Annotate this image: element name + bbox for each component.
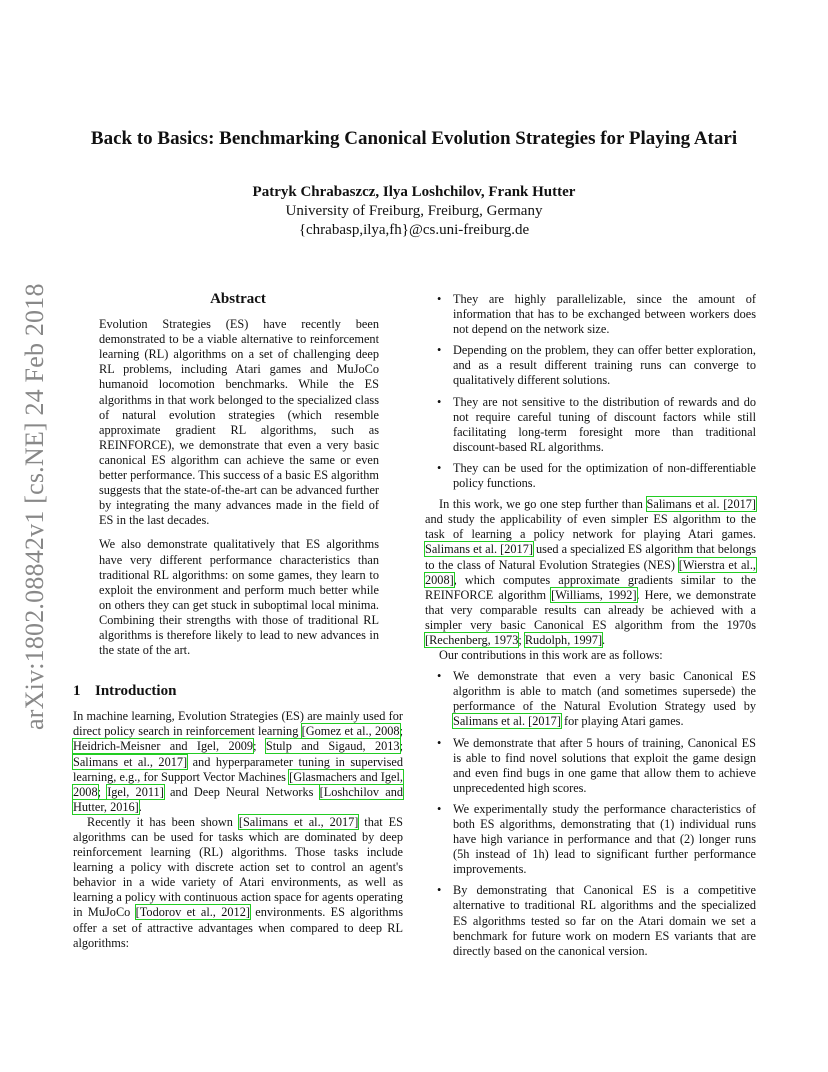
abstract [73, 317, 403, 658]
list-item: • By demonstrating that Canonical ES is a competitive alternative to traditional RL algorithms and the specialized ES algorithms tested so far on the Atari domain we set a benchmark for future work on modern ES variants that are directly based on the canonical version. [437, 883, 756, 958]
affiliation: University of Freiburg, Freiburg, Germany [285, 203, 543, 219]
right-column [425, 292, 756, 965]
citation-link[interactable]: Salimans et al. [2017] [425, 542, 533, 557]
bullet-icon: • [437, 801, 442, 816]
citation-link[interactable]: [Rechenberg, 1973 [425, 632, 519, 647]
bullet-icon: • [437, 343, 442, 358]
section-title: Introduction [95, 683, 177, 700]
list-item: • They are highly parallelizable, since the amount of information that has to be exchanged between workers does not depend on the network size. [437, 292, 756, 337]
bullet-icon: • [437, 669, 442, 684]
bullet-icon: • [437, 883, 442, 898]
citation-link[interactable]: [Williams, 1992] [551, 587, 637, 602]
abstract-heading: Abstract [210, 291, 266, 307]
abstract-paragraph-2: We also demonstrate qualitatively that ES algorithms have very different performance characteristics than traditional RL algorithms: on some games, they learn to exploit the environment and perform much better while on others they can get stuck in suboptimal local minima. Combining their strengths with those of traditional RL algorithms is therefore likely to lead to new advances in the state of the art. [99, 537, 379, 658]
list-item: • We demonstrate that after 5 hours of training, Canonical ES is able to find novel solutions that exploit the game design and even find bugs in one game that allow them to achieve unprecedented high scores. [437, 735, 756, 795]
list-item: • We experimentally study the performance characteristics of both ES algorithms, demonstrating that (1) individual runs have high variance in performance and that (2) longer runs (5h instead of 1h) lead to significant further performance improvements. [437, 801, 756, 877]
citation-link[interactable]: Rudolph, 1997] [524, 632, 603, 647]
list-item: • Depending on the problem, they can offer better exploration, and as a result different training runs can converge to qualitatively different solutions. [437, 343, 756, 388]
citation-link[interactable]: Salimans et al., 2017] [73, 754, 188, 769]
left-column [73, 292, 403, 951]
list-item: • They are not sensitive to the distribution of rewards and do not require careful tuning of discount factors while still facilitating long-term foresight more than traditional discount-based RL algorithms. [437, 394, 756, 454]
intro-body [73, 709, 403, 951]
citation-link[interactable]: Salimans et al. [2017] [453, 714, 561, 729]
section-number: 1 [73, 683, 81, 700]
citation-link[interactable]: Stulp and Sigaud, 2013 [265, 739, 400, 754]
citation-link[interactable]: [Gomez et al., 2008 [301, 724, 400, 739]
intro-heading [73, 684, 403, 699]
work-paragraph: In this work, we go one step further than Salimans et al. [2017] and study the applicability of even simpler ES algorithm to the task of learning a policy network for playing Atari games. Salimans et al. [2017] used a specialized ES algorithm that belongs to the class of Natural Evolution Strategies (NES) [Wierstra et al., 2008], which computes approximate gradients similar to the REINFORCE algorithm [Williams, 1992]. Here, we demonstrate that very comparable results can already be achieved with a simpler very basic Canonical ES algorithm from the 1970s [Rechenberg, 1973; Rudolph, 1997]. [425, 497, 757, 647]
citation-link[interactable]: [Glasmachers and Igel, 2008 [73, 769, 403, 799]
bullet-icon: • [437, 394, 442, 409]
author-block [60, 183, 768, 240]
arxiv-identifier: arXiv:1802.08842v1 [cs.NE] 24 Feb 2018 [20, 283, 49, 730]
citation-link[interactable]: [Salimans et al., 2017] [238, 814, 359, 829]
bullet-icon: • [437, 735, 442, 750]
list-item: • They can be used for the optimization of non-differentiable policy functions. [437, 460, 756, 491]
advantages-list [425, 292, 756, 491]
citation-link[interactable]: Salimans et al. [2017] [646, 497, 756, 512]
paper-title: Back to Basics: Benchmarking Canonical Evolution Strategies for Playing Atari [90, 128, 738, 149]
intro-paragraph-2: Recently it has been shown [Salimans et al., 2017] that ES algorithms can be used for tasks which are dominated by deep reinforcement learning (RL) algorithms. Those tasks include learning a policy with discrete action set to control an agent's behavior in a wide variety of Atari environments, as well as learning a policy with continuous action space for agents operating in MuJoCo [Todorov et al., 2012] environments. ES algorithms offer a set of attractive advantages when compared to deep RL algorithms: [73, 814, 403, 950]
contributions-intro: Our contributions in this work are as follows: [439, 648, 663, 663]
list-item: • We demonstrate that even a very basic Canonical ES algorithm is able to match (and sometimes supersede) the performance of the Natural Evolution Strategy used by Salimans et al. [2017] for playing Atari games. [437, 669, 756, 729]
citation-link[interactable]: [Todorov et al., 2012] [135, 905, 250, 920]
intro-paragraph-1: In machine learning, Evolution Strategies (ES) are mainly used for direct policy search in reinforcement learning [Gomez et al., 2008; Heidrich-Meisner and Igel, 2009; Stulp and Sigaud, 2013; Salimans et al., 2017] and hyperparameter tuning in supervised learning, e.g., for Support Vector Machines [Glasmachers and Igel, 2008; Igel, 2011] and Deep Neural Networks [Loshchilov and Hutter, 2016]. [73, 709, 404, 814]
citation-link[interactable]: Heidrich-Meisner and Igel, 2009 [73, 739, 254, 754]
bullet-icon: • [437, 292, 442, 306]
bullet-icon: • [437, 460, 442, 475]
abstract-paragraph-1: Evolution Strategies (ES) have recently been demonstrated to be a viable alternative to reinforcement learning (RL) algorithms on a set of challenging deep RL problems, including Atari games and MuJoCo humanoid locomotion benchmarks. While the ES algorithms in that work belonged to the specialized class of natural evolution strategies (which resemble approximate gradient RL algorithms, such as REINFORCE), we demonstrate that even a very basic canonical ES algorithm can achieve the same or even better performance. This success of a basic ES algorithm suggests that the state-of-the-art can be advanced further by integrating the many advances made in the field of ES in the last decades. [99, 317, 379, 528]
citation-link[interactable]: Igel, 2011] [107, 784, 164, 799]
email: {chrabasp,ilya,fh}@cs.uni-freiburg.de [298, 222, 530, 238]
author-names: Patryk Chrabaszcz, Ilya Loshchilov, Frank Hutter [252, 184, 576, 200]
citation-link[interactable]: [Wierstra et al., 2008] [425, 557, 756, 587]
contributions-list [425, 669, 756, 959]
citation-link[interactable]: [Loshchilov and Hutter, 2016] [73, 784, 403, 814]
